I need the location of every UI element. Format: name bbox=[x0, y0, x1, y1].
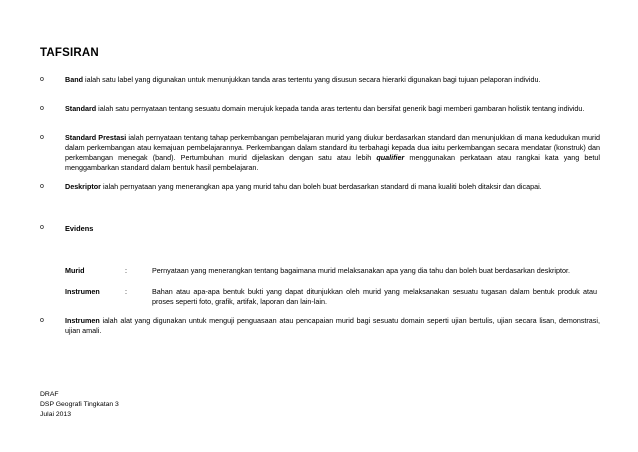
definition-text bbox=[65, 104, 600, 114]
evidens-colon: : bbox=[125, 287, 127, 296]
definition-body: ialah alat yang digunakan untuk menguji penguasaan atau pencapaian murid bagi sesuatu domain seperti ujian bertulis, ujian secara lisan, demonstrasi, ujian amali. bbox=[65, 316, 600, 335]
definition-term: Instrumen bbox=[65, 316, 100, 325]
definition-item-standard bbox=[40, 104, 600, 114]
evidens-definition: Pernyataan yang menerangkan tentang bagaimana murid melaksanakan apa yang dia tahu dan boleh buat berdasarkan deskriptor. bbox=[152, 266, 570, 275]
definition-body-end: menggunakan perkataan atau rangkai kata yang betul menggambarkan standard dalam bentuk hasil pembelajaran. bbox=[65, 153, 600, 172]
definition-term: Standard Prestasi bbox=[65, 133, 127, 142]
definition-text bbox=[65, 182, 600, 192]
definition-body: ialah pernyataan yang menerangkan apa yang murid tahu dan boleh buat berdasarkan standard di mana kualiti boleh ditaksir dan dicapai. bbox=[100, 182, 542, 191]
definition-item-band bbox=[40, 75, 600, 85]
page-title: TAFSIRAN bbox=[40, 47, 99, 59]
bullet-icon: o bbox=[40, 134, 44, 141]
evidens-label: Instrumen bbox=[65, 287, 100, 296]
definition-term: Deskriptor bbox=[65, 182, 101, 191]
footer-date: Julai 2013 bbox=[40, 411, 71, 418]
definition-item-standard-prestasi bbox=[40, 133, 600, 173]
definition-text bbox=[65, 75, 600, 85]
definition-body: ialah pernyataan tentang tahap perkembangan pembelajaran murid yang diukur berdasarkan standard dan menunjukkan di mana kedudukan murid dalam perkembangan atau kemajuan pembelajarannya. Perkembangan dalam standard itu terbahagi kepada dua iaitu perkembangan secara mendatar (konstruk) dan perkembangan menegak (band). Pertumbuhan murid dijelaskan dengan satu atau lebih bbox=[65, 133, 600, 162]
definition-term: Band bbox=[65, 75, 83, 84]
bullet-icon: o bbox=[40, 317, 44, 324]
definition-text bbox=[65, 316, 600, 336]
definition-body: ialah satu pernyataan tentang sesuatu domain merujuk kepada tanda aras tertentu dan bersifat generik bagi memberi gambaran holistik tentang individu. bbox=[96, 104, 585, 113]
evidens-row-instrumen bbox=[65, 287, 597, 307]
evidens-colon: : bbox=[125, 266, 127, 275]
evidens-definition: Bahan atau apa-apa bentuk bukti yang dapat ditunjukkan oleh murid yang melaksanakan sesuatu tugasan dalam bentuk produk atau proses seperti foto, grafik, artifak, laporan dan lain-lain. bbox=[152, 287, 597, 306]
definition-item-deskriptor bbox=[40, 182, 600, 192]
evidens-title: Evidens bbox=[65, 224, 94, 233]
definition-text bbox=[65, 133, 600, 173]
definition-term: Standard bbox=[65, 104, 97, 113]
page-footer bbox=[40, 390, 119, 420]
definition-body: ialah satu label yang digunakan untuk menunjukkan tanda aras tertentu yang disusun secara hierarki digunakan bagi tujuan pelaporan individu. bbox=[82, 75, 541, 84]
evidens-label: Murid bbox=[65, 266, 85, 275]
evidens-row-murid bbox=[65, 266, 597, 276]
footer-draft-label: DRAF bbox=[40, 391, 59, 398]
definition-item-instrumen bbox=[40, 316, 600, 336]
footer-document-name: DSP Geografi Tingkatan 3 bbox=[40, 401, 119, 408]
bullet-icon: o bbox=[40, 183, 44, 190]
bullet-icon: o bbox=[40, 105, 44, 112]
bullet-icon: o bbox=[40, 224, 44, 231]
bullet-icon: o bbox=[40, 76, 44, 83]
definition-emphasis: qualifier bbox=[376, 153, 405, 162]
